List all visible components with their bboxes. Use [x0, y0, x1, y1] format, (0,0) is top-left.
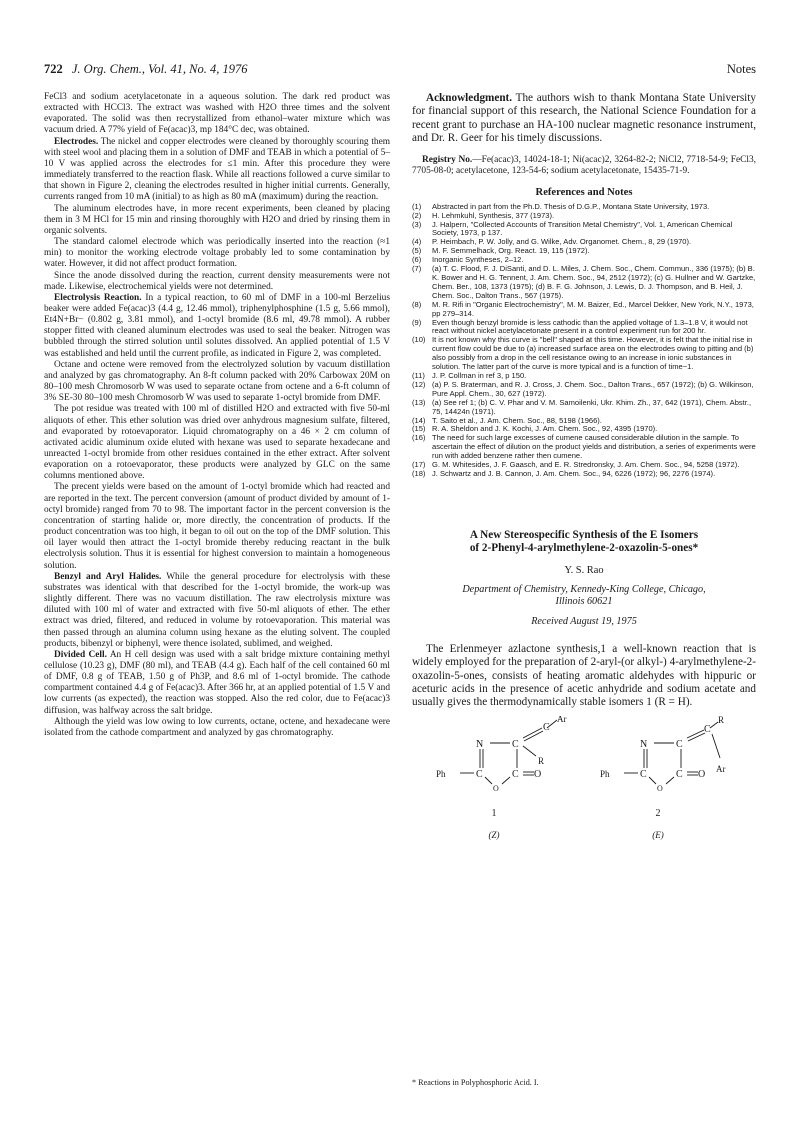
- reference-text: H. Lehmkuhl, Synthesis, 377 (1973).: [432, 210, 555, 220]
- reference-text: R. A. Sheldon and J. K. Kochi, J. Am. Chem. Soc., 92, 4395 (1970).: [432, 424, 658, 434]
- title-line: of 2-Phenyl-4-arylmethylene-2-oxazolin-5-ones*: [469, 542, 699, 555]
- atom-label: C: [704, 723, 711, 735]
- compound-number: 2: [655, 807, 661, 819]
- reference-text: Abstracted in part from the Ph.D. Thesis of D.G.P., Montana State University, 1973.: [432, 201, 710, 211]
- reference-item: [412, 470, 756, 479]
- reference-text: (a) P. S. Braterman, and R. J. Cross, J. Chem. Soc., Dalton Trans., 657 (1972); (b) G. Wilkinson, Pure Appl. Chem., 30, 627 (1972).: [432, 379, 754, 398]
- atom-label: C: [543, 721, 550, 733]
- paragraph: Octane and octene were removed from the electrolyzed solution by vacuum distillation and analyzed by gas chromatography. An 8-ft column packed with 20% Carbowax 20M on 80–100 mesh Chromosorb W was used to separate octane from octene and a 6-ft column of 3% SE-30 80–100 mesh Chromosorb W was used to separate 1-octyl bromide from DMF.: [44, 359, 390, 404]
- affiliation: [412, 584, 756, 608]
- reference-number: (6): [412, 255, 422, 265]
- paragraph-text: In a typical reaction, to 60 ml of DMF in a 100-ml Berzelius beaker were added Fe(acac)3 (4.4 g, 12.46 mmol), triphenylphosphine (1.5 g, 5.66 mmol), Et4N+Br− (0.802 g, 3.81 mmol), and 1-octyl bromide (8.6 ml, 49.78 mmol). A rubber stopper fitted with cleaned aluminum electrodes was used to seal the beaker. Nitrogen was bubbled through the stirred solution until solutes dissolved. An applied potential of 1.5 V was established and held until the current profile, as indicated in Figure 2, was completed.: [44, 292, 390, 359]
- paragraph: Since the anode dissolved during the reaction, current density measurements were not made. Likewise, electrochemical yields were not determined.: [44, 270, 390, 292]
- reference-item: [412, 336, 756, 372]
- reference-text: The need for such large excesses of cumene caused considerable dilution in the sample. To ascertain the effect of dilution on the product yields and distribution, a series of experiments were run with added benzene rather then cumene.: [432, 433, 756, 461]
- reference-item: [412, 319, 756, 337]
- reference-list: [412, 203, 756, 479]
- paragraph-text: An H cell design was used with a salt bridge mixture containing methyl cellulose (10.23 g), DMF (80 ml), and TEAB (4.4 g). Each half of the cell contained 60 ml of DMF, 0.8 g of TEAB, 1.50 g of Ph3P, and 8.6 ml of 1-octyl bromide. The cathode compartment contained 4.4 g of Fe(acac)3. After 366 hr, at an applied potential of 1.5 V and low currents (as expected), the reaction was stopped. Also the red color, due to Fe(acac)3 diffusion, was halfway across the salt bridge.: [44, 649, 390, 716]
- run-in-heading: Electrodes.: [54, 136, 99, 147]
- run-in-heading: Divided Cell.: [54, 649, 107, 660]
- atom-label: C: [512, 768, 519, 780]
- reference-text: Even though benzyl bromide is less cathodic than the applied voltage of 1.3–1.8 V, it would not react without nickel acetylacetonate present in a control experiment run for 200 hr.: [432, 317, 748, 336]
- left-column: [44, 92, 390, 739]
- structure-1-z: [436, 716, 567, 840]
- acknowledgment: [412, 92, 756, 145]
- reference-number: (16): [412, 433, 426, 443]
- atom-label: C: [640, 768, 647, 780]
- atom-label: O: [698, 768, 706, 780]
- run-in-heading: Electrolysis Reaction.: [54, 292, 142, 303]
- paragraph: The precent yields were based on the amount of 1-octyl bromide which had reacted and are reported in the text. The percent conversion (amount of product divided by amount of 1-octyl bromide) ranged from 70 to 98. The important factor in the percent conversion is the concentration of starting halide or, more directly, the concentration of products. If the product concentration was too high, it began to oil out on the top of the DMF solution. This oil layer would then attract the 1-octyl bromide thereby reducing reactant in the bulk electrolysis solution. Thus it is essential for highest conversion to maintain a homogeneous solution.: [44, 482, 390, 571]
- paragraph: The aluminum electrodes have, in more recent experiments, been cleaned by placing them in 3 M HCl for 15 min and rinsing thoroughly with H2O and dried by rinsing them in organic solvents.: [44, 203, 390, 236]
- run-in-heading: Acknowledgment.: [426, 92, 513, 104]
- reference-text: (a) See ref 1; (b) C. V. Phar and V. M. Samoilenki, Ukr. Khim. Zh., 37, 642 (1971), Chem. Abstr., 75, 14424n (1971).: [432, 397, 752, 416]
- run-in-heading: Registry No.: [422, 155, 473, 166]
- reference-number: (4): [412, 237, 422, 247]
- reference-number: (13): [412, 397, 426, 407]
- right-column: [412, 92, 756, 866]
- reference-number: (11): [412, 370, 425, 380]
- reference-number: (17): [412, 460, 426, 470]
- atom-label: Ph: [600, 768, 610, 779]
- reference-number: (12): [412, 379, 426, 389]
- affiliation-line: Department of Chemistry, Kennedy-King College, Chicago,: [462, 584, 706, 595]
- paragraph-divided-cell: [44, 650, 390, 717]
- reference-text: T. Saito et al., J. Am. Chem. Soc., 88, 5198 (1966).: [432, 415, 602, 425]
- atom-label: O: [657, 783, 663, 793]
- reference-number: (15): [412, 424, 426, 434]
- reference-item: [412, 434, 756, 461]
- atom-label: C: [512, 738, 519, 750]
- reference-text: M. R. Rifi in "Organic Electrochemistry", M. M. Baizer, Ed., Marcel Dekker, New York, N.Y., 1973, pp 279–314.: [432, 299, 754, 318]
- reference-number: (7): [412, 264, 422, 274]
- atom-label: C: [676, 738, 683, 750]
- journal-citation: J. Org. Chem., Vol. 41, No. 4, 1976: [71, 62, 248, 76]
- atom-label: N: [640, 738, 648, 750]
- registry-numbers: [412, 155, 756, 177]
- reference-item: [412, 265, 756, 301]
- compound-number: 1: [491, 807, 497, 819]
- atom-label: C: [476, 768, 483, 780]
- reference-text: (a) T. C. Flood, F. J. DiSanti, and D. L. Miles, J. Chem. Soc., Chem. Commun., 336 (1975); (b) B. K. Bower and H. G. Tennent, J. Am. Chem. Soc., 94, 2512 (1972); (c) G. Hullner and W. Gartzke, Chem. Ber., 108, 1373 (1975); (d) B. F. G. Johnson, J. Lewis, D. J. Thompson, and B. Heil, J. Chem. Soc., Dalton Trans., 567 (1975).: [432, 264, 756, 300]
- author-name: Y. S. Rao: [564, 564, 604, 576]
- reference-number: (14): [412, 415, 426, 425]
- reference-item: [412, 399, 756, 417]
- reference-number: (2): [412, 210, 422, 220]
- page-number: 722: [44, 62, 63, 76]
- paragraph-text: —Fe(acac)3, 14024-18-1; Ni(acac)2, 3264-82-2; NiCl2, 7718-54-9; FeCl3, 7705-08-0; acetylacetone, 123-54-6; sodium acetylacetonate, 15435-71-9.: [412, 155, 756, 177]
- footnote: * Reactions in Polyphosphoric Acid. I.: [412, 1078, 539, 1087]
- reference-number: (9): [412, 317, 422, 327]
- affiliation-line: Illinois 60621: [555, 596, 613, 607]
- atom-label: O: [493, 783, 499, 793]
- isomer-label: (Z): [488, 829, 500, 840]
- reference-number: (3): [412, 219, 422, 229]
- run-in-heading: Benzyl and Aryl Halides.: [54, 571, 162, 582]
- paragraph: The pot residue was treated with 100 ml of distilled H2O and extracted with five 50-ml aliquots of ether. This ether solution was dried over anhydrous magnesium sulfate, filtered, and evaporated by rotoevaporator. Liquid chromatography on a 46 × 2 cm column of activated acidic aluminum oxide eluted with hexane was used to separate hexadecane and unreacted 1-octyl bromide from other residues contained in the ether extract. After solvent evaporation on a rotoevaporator, these products were analyzed by GLC on the same columns mentioned above.: [44, 404, 390, 482]
- paragraph: FeCl3 and sodium acetylacetonate in a aqueous solution. The dark red product was extracted with HCCl3. The extract was washed with H2O three times and the solvent evaporated. The solid was then recrystallized from ethanol–water mixture which was vacuum dried. A 77% yield of Fe(acac)3, mp 184°C dec, was obtained.: [44, 92, 390, 136]
- intro-paragraph: The Erlenmeyer azlactone synthesis,1 a well-known reaction that is widely employed for the preparation of 2-aryl-(or alkyl-) 4-arylmethylene-2-oxazolin-5-ones, consists of heating aromatic aldehydes with hippuric or aceturic acids in the presence of acetic anhydride and sodium acetate and usually gives the thermodynamically stable isomers 1 (R = H).: [412, 643, 756, 709]
- references-heading: References and Notes: [535, 186, 633, 198]
- paragraph-benzyl: [44, 572, 390, 650]
- chemical-structures-figure: [412, 716, 756, 866]
- atom-label: C: [676, 768, 683, 780]
- reference-text: It is not known why this curve is "bell" shaped at this time. However, it is felt that the initial rise in current flow could be due to (a) increased surface area on the electrodes owing to pitting and (b) also possibly from a drop in the cell resistance owing to an increase in ionic substances in solution. The latter part of the curve is more typical and is a function of time−1.: [432, 335, 754, 372]
- reference-text: J. Schwartz and J. B. Cannon, J. Am. Chem. Soc., 94, 6226 (1972); 96, 2276 (1974).: [432, 468, 716, 478]
- paragraph: Although the yield was low owing to low currents, octane, octene, and hexadecane were isolated from the cathode compartment and analyzed by gas chromatography.: [44, 716, 390, 738]
- substituent-label: R: [538, 755, 545, 766]
- reference-item: [412, 221, 756, 239]
- paragraph-electrodes: [44, 137, 390, 204]
- running-header: [44, 62, 756, 82]
- title-line: A New Stereospecific Synthesis of the E Isomers: [469, 528, 699, 541]
- reference-item: [412, 381, 756, 399]
- reference-number: (18): [412, 468, 426, 478]
- reference-item: [412, 301, 756, 319]
- reference-text: P. Heimbach, P. W. Jolly, and G. Wilke, Adv. Organomet. Chem., 8, 29 (1970).: [432, 237, 692, 247]
- reference-text: J. Halpern, "Collected Accounts of Transition Metal Chemistry", Vol. 1, American Chemical Society, 1973, p 137.: [432, 219, 733, 238]
- reference-text: J. P. Collman in ref 3, p 150.: [432, 370, 527, 380]
- reference-text: G. M. Whitesides, J. F. Gaasch, and E. R. Stredronsky, J. Am. Chem. Soc., 94, 5258 (1972).: [432, 460, 740, 470]
- paragraph-text: While the general procedure for electrolysis with these substrates was identical with that described for the 1-octyl bromide, the work-up was slightly different. There was no vacuum distillation. The raw electrolysis mixture was diluted with 100 ml of water and extracted with five 50-ml aliquots of ether. The ether extract was dried, filtered, and reduced in volume by rotoevaporation. This material was then passed through an alumina column using hexane as the eluting solvent. The coupled products, bibenzyl or biphenyl, were thence isolated, sublimed, and weighed.: [44, 571, 390, 649]
- substituent-label: R: [718, 715, 725, 725]
- article-title: [412, 529, 756, 556]
- reference-number: (8): [412, 299, 422, 309]
- atom-label: N: [476, 738, 484, 750]
- paragraph-text: The authors wish to thank Montana State University for financial support of this research, the National Science Foundation for a recent grant to purchase an HA-100 nuclear magnetic resonance instrument, and Dr. R. Geer for his timely discussions.: [412, 92, 756, 144]
- atom-label: Ph: [436, 768, 446, 779]
- substituent-label: Ar: [557, 715, 567, 724]
- paragraph: The standard calomel electrode which was periodically inserted into the reaction (≈1 min) to monitor the working electrode voltage probably led to some contamination by water. However, it did not affect product formation.: [44, 237, 390, 270]
- received-date: Received August 19, 1975: [531, 616, 637, 627]
- reference-number: (5): [412, 246, 422, 256]
- paragraph-text: The nickel and copper electrodes were cleaned by thoroughly scouring them with steel wool and placing them in a solution of DMF and TEAB in which a potential of 5–10 V was applied across the electrodes for ≤1 min. After this procedure they were immediately transferred to the reaction flask. While all reactions followed a curve similar to that shown in Figure 2, cleaning the electrodes resulted in higher initial currents. Generally, currents ranged from 10 mA (initial) to as high as 80 mA (maximum) during the reaction.: [44, 136, 390, 203]
- section-label: Notes: [726, 62, 756, 76]
- reference-text: Inorganic Syntheses, 2–12.: [432, 255, 524, 265]
- structure-2-e: [600, 716, 726, 840]
- reference-text: M. F. Semmelhack, Org. React. 19, 115 (1972).: [432, 246, 590, 256]
- reference-number: (1): [412, 201, 422, 211]
- isomer-label: (E): [652, 829, 664, 840]
- paragraph-electrolysis: [44, 293, 390, 360]
- atom-label: O: [534, 768, 542, 780]
- reference-number: (10): [412, 335, 426, 345]
- substituent-label: Ar: [716, 763, 726, 774]
